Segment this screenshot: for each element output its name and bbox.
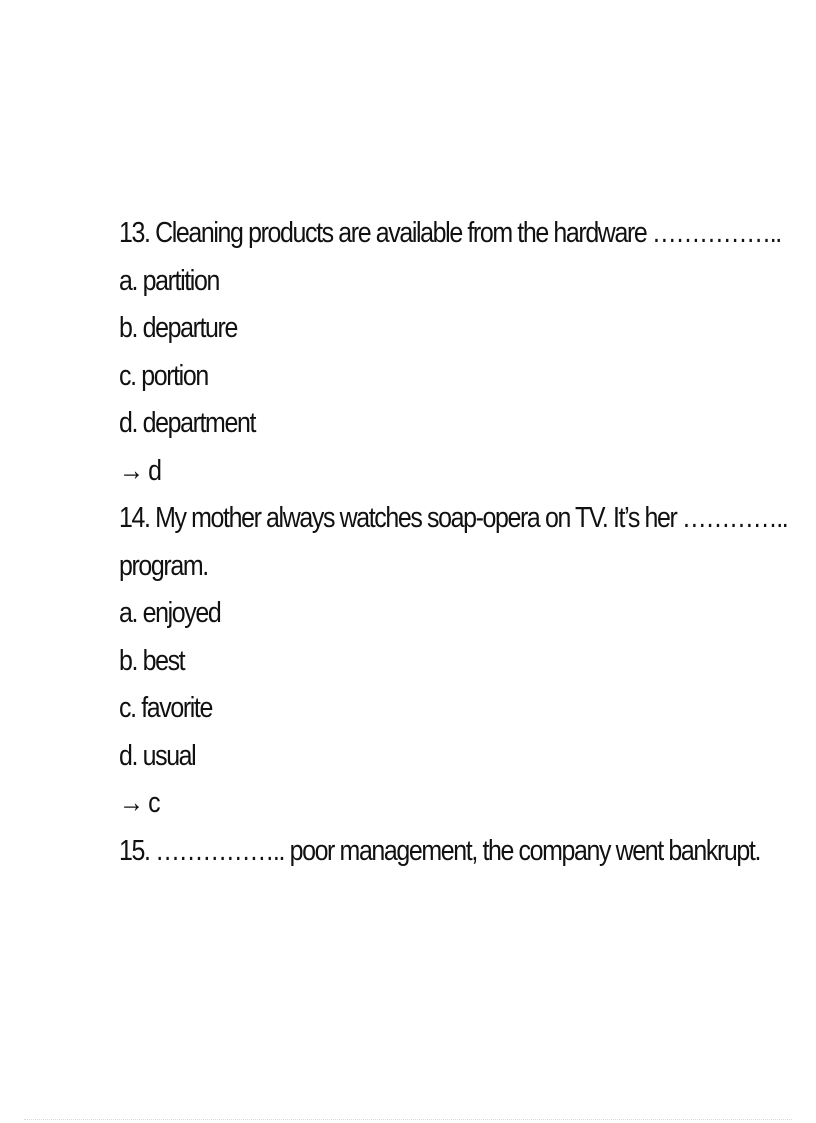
- question-15-text: 15. …………….. poor management, the company went bankrupt.: [119, 834, 761, 867]
- question-14-option-a: a. enjoyed: [119, 597, 221, 629]
- question-13-option-b: b. departure: [119, 312, 237, 344]
- question-13-option-a: a. partition: [119, 264, 219, 297]
- question-13-text: 13. Cleaning products are available from the hardware ……………..: [119, 217, 781, 249]
- question-13-option-c: c. portion: [119, 359, 208, 392]
- question-14-option-b: b. best: [119, 644, 185, 677]
- question-13-answer: → d: [119, 454, 161, 487]
- question-14-text-continued: program.: [119, 549, 208, 582]
- quiz-content: [119, 210, 788, 875]
- question-14-option-c: c. favorite: [119, 692, 212, 724]
- question-13-option-d: d. department: [119, 407, 256, 439]
- question-14-answer: → c: [119, 787, 160, 819]
- question-14-text: 14. My mother always watches soap-opera on TV. It’s her …………..: [119, 502, 788, 534]
- page-bottom-divider: [24, 1119, 792, 1120]
- question-14-option-d: d. usual: [119, 739, 196, 772]
